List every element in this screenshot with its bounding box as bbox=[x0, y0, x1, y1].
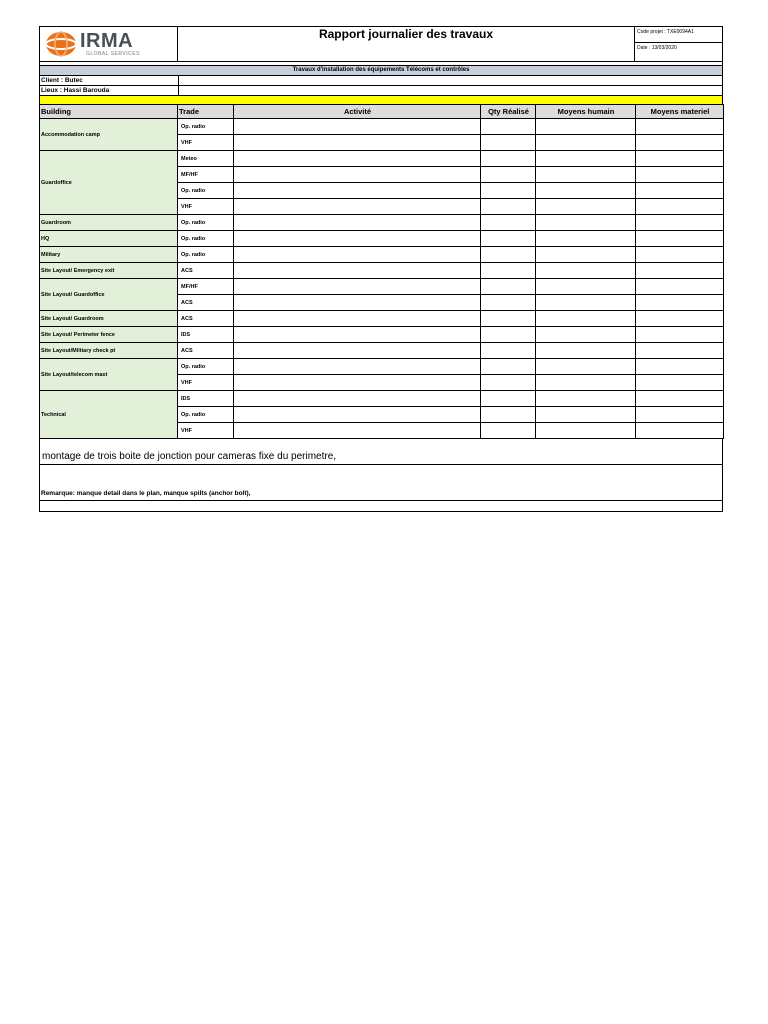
activity-cell[interactable] bbox=[234, 183, 481, 199]
footer-row bbox=[39, 501, 723, 512]
table-row bbox=[40, 263, 724, 279]
qty-cell[interactable] bbox=[481, 279, 536, 295]
col-activite: Activité bbox=[234, 105, 481, 119]
activity-cell[interactable] bbox=[234, 343, 481, 359]
moyens-humain-cell[interactable] bbox=[536, 167, 636, 183]
moyens-materiel-cell[interactable] bbox=[636, 167, 724, 183]
activity-cell[interactable] bbox=[234, 359, 481, 375]
activity-cell[interactable] bbox=[234, 167, 481, 183]
location-label: Lieux : Hassi Barouda bbox=[40, 86, 179, 95]
trade-cell: ACS bbox=[178, 295, 234, 311]
moyens-materiel-cell[interactable] bbox=[636, 135, 724, 151]
report-title: Rapport journalier des travaux bbox=[178, 27, 635, 61]
activity-cell[interactable] bbox=[234, 231, 481, 247]
table-row bbox=[40, 311, 724, 327]
moyens-humain-cell[interactable] bbox=[536, 343, 636, 359]
activity-cell[interactable] bbox=[234, 375, 481, 391]
table-row bbox=[40, 215, 724, 231]
trade-cell: VHF bbox=[178, 375, 234, 391]
trade-cell: IDS bbox=[178, 391, 234, 407]
moyens-humain-cell[interactable] bbox=[536, 151, 636, 167]
table-row bbox=[40, 359, 724, 375]
activity-cell[interactable] bbox=[234, 391, 481, 407]
trade-cell: MF/HF bbox=[178, 279, 234, 295]
activity-cell[interactable] bbox=[234, 247, 481, 263]
moyens-materiel-cell[interactable] bbox=[636, 119, 724, 135]
building-cell: Accommodation camp bbox=[40, 119, 178, 151]
trade-cell: Op. radio bbox=[178, 215, 234, 231]
trade-cell: VHF bbox=[178, 199, 234, 215]
moyens-humain-cell[interactable] bbox=[536, 263, 636, 279]
trade-cell: Op. radio bbox=[178, 183, 234, 199]
table-row bbox=[40, 279, 724, 295]
moyens-materiel-cell[interactable] bbox=[636, 359, 724, 375]
client-row bbox=[39, 75, 723, 85]
activity-cell[interactable] bbox=[234, 151, 481, 167]
table-row bbox=[40, 391, 724, 407]
activity-cell[interactable] bbox=[234, 263, 481, 279]
trade-cell: Op. radio bbox=[178, 407, 234, 423]
moyens-materiel-cell[interactable] bbox=[636, 199, 724, 215]
building-cell: Site Layout/ Perimeter fence bbox=[40, 327, 178, 343]
moyens-materiel-cell[interactable] bbox=[636, 215, 724, 231]
report-date: Date : 13/03/2020 bbox=[637, 45, 677, 51]
moyens-materiel-cell[interactable] bbox=[636, 407, 724, 423]
moyens-humain-cell[interactable] bbox=[536, 231, 636, 247]
activity-cell[interactable] bbox=[234, 295, 481, 311]
qty-cell[interactable] bbox=[481, 311, 536, 327]
location-row bbox=[39, 85, 723, 95]
building-cell: Site Layout/telecom mast bbox=[40, 359, 178, 391]
qty-cell[interactable] bbox=[481, 359, 536, 375]
moyens-humain-cell[interactable] bbox=[536, 391, 636, 407]
moyens-humain-cell[interactable] bbox=[536, 119, 636, 135]
activity-cell[interactable] bbox=[234, 135, 481, 151]
qty-cell[interactable] bbox=[481, 295, 536, 311]
moyens-humain-cell[interactable] bbox=[536, 183, 636, 199]
activity-cell[interactable] bbox=[234, 407, 481, 423]
project-code: Code projet : TXE0094A1 bbox=[635, 27, 722, 43]
moyens-materiel-cell[interactable] bbox=[636, 279, 724, 295]
moyens-materiel-cell[interactable] bbox=[636, 311, 724, 327]
moyens-humain-cell[interactable] bbox=[536, 295, 636, 311]
report-sheet bbox=[39, 26, 723, 512]
qty-cell[interactable] bbox=[481, 407, 536, 423]
trade-cell: ACS bbox=[178, 343, 234, 359]
moyens-materiel-cell[interactable] bbox=[636, 423, 724, 439]
qty-cell[interactable] bbox=[481, 119, 536, 135]
activity-cell[interactable] bbox=[234, 199, 481, 215]
moyens-materiel-cell[interactable] bbox=[636, 183, 724, 199]
logo-wordmark: IRMA bbox=[80, 30, 134, 52]
client-label: Client : Butec bbox=[40, 76, 179, 85]
works-band-title: Travaux d'installation des équipements Télécoms et contrôles bbox=[39, 65, 723, 75]
remark-text: Remarque: manque detail dans le plan, manque spilts (anchor bolt), bbox=[39, 465, 723, 501]
report-header bbox=[39, 26, 723, 62]
highlight-bar bbox=[39, 95, 723, 104]
table-row bbox=[40, 343, 724, 359]
table-row bbox=[40, 327, 724, 343]
table-row bbox=[40, 231, 724, 247]
col-trade: Trade bbox=[178, 105, 234, 119]
moyens-materiel-cell[interactable] bbox=[636, 295, 724, 311]
qty-cell[interactable] bbox=[481, 343, 536, 359]
activity-cell[interactable] bbox=[234, 311, 481, 327]
moyens-materiel-cell[interactable] bbox=[636, 375, 724, 391]
qty-cell[interactable] bbox=[481, 247, 536, 263]
trade-cell: VHF bbox=[178, 135, 234, 151]
trade-cell: Op. radio bbox=[178, 359, 234, 375]
building-cell: Guardoffice bbox=[40, 151, 178, 215]
table-header-row bbox=[40, 105, 724, 119]
activity-cell[interactable] bbox=[234, 327, 481, 343]
qty-cell[interactable] bbox=[481, 135, 536, 151]
moyens-materiel-cell[interactable] bbox=[636, 247, 724, 263]
moyens-materiel-cell[interactable] bbox=[636, 231, 724, 247]
moyens-humain-cell[interactable] bbox=[536, 327, 636, 343]
trade-cell: Op. radio bbox=[178, 231, 234, 247]
qty-cell[interactable] bbox=[481, 183, 536, 199]
col-moyens-materiel: Moyens materiel bbox=[636, 105, 724, 119]
works-table-body bbox=[40, 119, 724, 439]
qty-cell[interactable] bbox=[481, 199, 536, 215]
moyens-humain-cell[interactable] bbox=[536, 423, 636, 439]
moyens-humain-cell[interactable] bbox=[536, 215, 636, 231]
col-moyens-humain: Moyens humain bbox=[536, 105, 636, 119]
building-cell: Military bbox=[40, 247, 178, 263]
qty-cell[interactable] bbox=[481, 391, 536, 407]
qty-cell[interactable] bbox=[481, 263, 536, 279]
moyens-materiel-cell[interactable] bbox=[636, 391, 724, 407]
table-row bbox=[40, 247, 724, 263]
activity-cell[interactable] bbox=[234, 279, 481, 295]
client-value-cell[interactable] bbox=[179, 76, 722, 85]
qty-cell[interactable] bbox=[481, 151, 536, 167]
qty-cell[interactable] bbox=[481, 423, 536, 439]
moyens-humain-cell[interactable] bbox=[536, 311, 636, 327]
trade-cell: IDS bbox=[178, 327, 234, 343]
trade-cell: Meteo bbox=[178, 151, 234, 167]
moyens-humain-cell[interactable] bbox=[536, 247, 636, 263]
moyens-humain-cell[interactable] bbox=[536, 407, 636, 423]
trade-cell: ACS bbox=[178, 311, 234, 327]
building-cell: Technical bbox=[40, 391, 178, 439]
col-qty: Qty Réalisé bbox=[481, 105, 536, 119]
moyens-humain-cell[interactable] bbox=[536, 279, 636, 295]
trade-cell: VHF bbox=[178, 423, 234, 439]
trade-cell: MF/HF bbox=[178, 167, 234, 183]
building-cell: Site Layout/Military check pt bbox=[40, 343, 178, 359]
location-value-cell[interactable] bbox=[179, 86, 722, 95]
trade-cell: Op. radio bbox=[178, 119, 234, 135]
trade-cell: Op. radio bbox=[178, 247, 234, 263]
qty-cell[interactable] bbox=[481, 167, 536, 183]
activity-cell[interactable] bbox=[234, 423, 481, 439]
moyens-materiel-cell[interactable] bbox=[636, 151, 724, 167]
moyens-humain-cell[interactable] bbox=[536, 375, 636, 391]
building-cell: Guardroom bbox=[40, 215, 178, 231]
irma-globe-icon bbox=[44, 30, 78, 58]
company-logo bbox=[40, 27, 178, 61]
activity-cell[interactable] bbox=[234, 215, 481, 231]
moyens-humain-cell[interactable] bbox=[536, 359, 636, 375]
moyens-materiel-cell[interactable] bbox=[636, 343, 724, 359]
building-cell: HQ bbox=[40, 231, 178, 247]
trade-cell: ACS bbox=[178, 263, 234, 279]
col-building: Building bbox=[40, 105, 178, 119]
table-row bbox=[40, 151, 724, 167]
building-cell: Site Layout/ Emergency exit bbox=[40, 263, 178, 279]
moyens-humain-cell[interactable] bbox=[536, 135, 636, 151]
building-cell: Site Layout/ Guardroom bbox=[40, 311, 178, 327]
project-meta bbox=[635, 27, 722, 61]
qty-cell[interactable] bbox=[481, 231, 536, 247]
works-table bbox=[39, 104, 724, 439]
table-row bbox=[40, 119, 724, 135]
qty-cell[interactable] bbox=[481, 375, 536, 391]
qty-cell[interactable] bbox=[481, 327, 536, 343]
activity-cell[interactable] bbox=[234, 119, 481, 135]
moyens-materiel-cell[interactable] bbox=[636, 327, 724, 343]
activity-note: montage de trois boite de jonction pour cameras fixe du perimetre, bbox=[39, 439, 723, 465]
building-cell: Site Layout/ Guardoffice bbox=[40, 279, 178, 311]
logo-tagline: GLOBAL SERVICES bbox=[86, 51, 140, 57]
moyens-humain-cell[interactable] bbox=[536, 199, 636, 215]
moyens-materiel-cell[interactable] bbox=[636, 263, 724, 279]
qty-cell[interactable] bbox=[481, 215, 536, 231]
